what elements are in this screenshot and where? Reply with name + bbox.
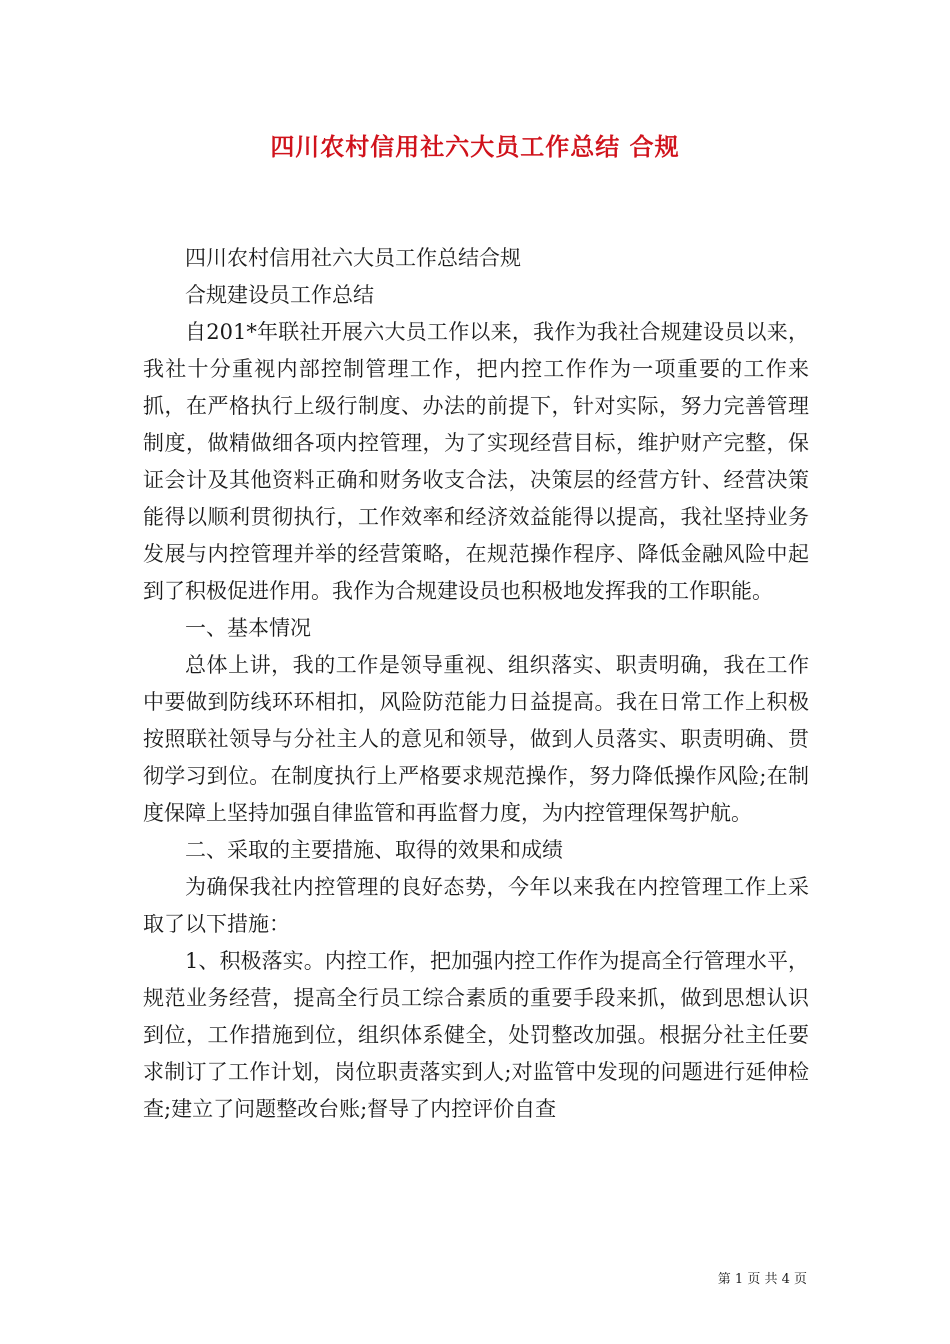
basic-situation-paragraph: 总体上讲，我的工作是领导重视、组织落实、职责明确，我在工作中要做到防线环环相扣，风险防范能力日益提高。我在日常工作上积极按照联社领导与分社主人的意见和领导，做到人员落实、职责明确、贯彻学习到位。在制度执行上严格要求规范操作，努力降低操作风险;在制度保障上坚持加强自律监管和再监督力度，为内控管理保驾护航。 <box>143 653 809 825</box>
page-number-footer: 第 1 页 共 4 页 <box>717 1272 807 1287</box>
section-heading-measures: 二、采取的主要措施、取得的效果和成绩 <box>185 838 563 862</box>
body-subheading: 合规建设员工作总结 <box>185 283 374 307</box>
body-heading: 四川农村信用社六大员工作总结合规 <box>185 246 521 270</box>
section-heading-basic: 一、基本情况 <box>185 616 311 640</box>
document-title: 四川农村信用社六大员工作总结 合规 <box>270 133 680 161</box>
measures-intro-paragraph: 为确保我社内控管理的良好态势，今年以来我在内控管理工作上采取了以下措施： <box>143 875 809 936</box>
intro-paragraph: 自201*年联社开展六大员工作以来，我作为我社合规建设员以来，我社十分重视内部控制管理工作，把内控工作作为一项重要的工作来抓，在严格执行上级行制度、办法的前提下，针对实际，努力完善管理制度，做精做细各项内控管理，为了实现经营目标，维护财产完整，保证会计及其他资料正确和财务收支合法，决策层的经营方针、经营决策能得以顺利贯彻执行，工作效率和经济效益能得以提高，我社坚持业务发展与内控管理并举的经营策略，在规范操作程序、降低金融风险中起到了积极促进作用。我作为合规建设员也积极地发挥我的工作职能。 <box>143 320 809 603</box>
document-body <box>143 240 809 1128</box>
measure-item-1-paragraph: 1、积极落实。内控工作，把加强内控工作作为提高全行管理水平，规范业务经营，提高全行员工综合素质的重要手段来抓，做到思想认识到位，工作措施到位，组织体系健全，处罚整改加强。根据分社主任要求制订了工作计划，岗位职责落实到人;对监管中发现的问题进行延伸检查;建立了问题整改台账;督导了内控评价自查 <box>143 949 809 1121</box>
